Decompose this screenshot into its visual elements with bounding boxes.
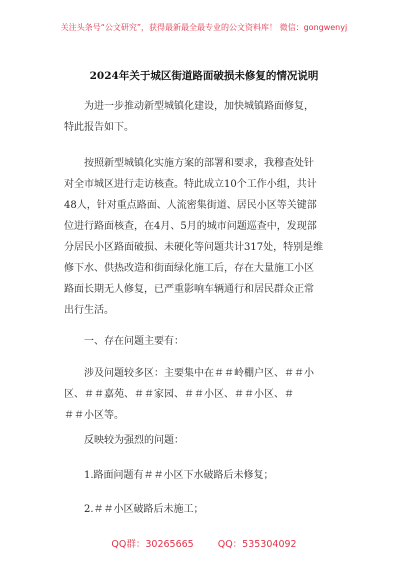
line: 区、＃＃嘉苑、＃＃家园、＃＃小区、＃＃小区、＃ bbox=[64, 389, 294, 400]
section-heading bbox=[64, 331, 354, 352]
footer-qq: QQ：535304092 bbox=[217, 539, 297, 550]
list-item bbox=[64, 499, 354, 520]
footer-qq-group: QQ群：30265665 bbox=[111, 539, 194, 550]
list-item bbox=[64, 465, 354, 486]
line: 1.路面问题有＃＃小区下水破路后未修复； bbox=[84, 470, 274, 481]
line: 对全市城区进行走访核查。特此成立10个工作小组，共计 bbox=[64, 179, 317, 190]
paragraph-background bbox=[64, 153, 354, 321]
footer-contact bbox=[0, 536, 408, 550]
paragraph-areas bbox=[64, 363, 354, 426]
line: ＃＃小区等。 bbox=[64, 410, 124, 421]
line: 2.＃＃小区破路后未施工； bbox=[84, 504, 204, 515]
line: 路面长期无人修复，已严重影响车辆通行和居民群众正常 bbox=[64, 284, 314, 295]
line: 修下水、供热改造和街面绿化施工后，存在大量施工小区 bbox=[64, 263, 314, 274]
line: 一、存在问题主要有： bbox=[84, 336, 184, 347]
line: 按照新型城镇化实施方案的部署和要求，我穆查处针 bbox=[84, 158, 314, 169]
paragraph-issues bbox=[64, 430, 354, 451]
paragraph-intro bbox=[64, 96, 354, 138]
line: 为进一步推动新型城镇化建设，加快城镇路面修复， bbox=[84, 101, 314, 112]
line: 特此报告如下。 bbox=[64, 122, 134, 133]
line: 48人，针对重点路面、人流密集街道、居民小区等关键部 bbox=[64, 200, 317, 211]
line: 出行生活。 bbox=[64, 305, 114, 316]
header-note: 关注头条号“公文研究”，获得最新最全最专业的公文资料库！ 微信：gongwenyj bbox=[60, 23, 348, 32]
document-title: 2024年关于城区街道路面破损未修复的情况说明 bbox=[89, 70, 319, 82]
line: 涉及问题较多区：主要集中在＃＃岭棚户区、＃＃小 bbox=[84, 368, 314, 379]
line: 反映较为强烈的问题： bbox=[84, 435, 184, 446]
line: 位进行路面核查，在4月、5月的城市问题巡查中，发现部 bbox=[64, 221, 317, 232]
line: 分居民小区路面破损、未硬化等问题共计317处，特别是维 bbox=[64, 242, 324, 253]
